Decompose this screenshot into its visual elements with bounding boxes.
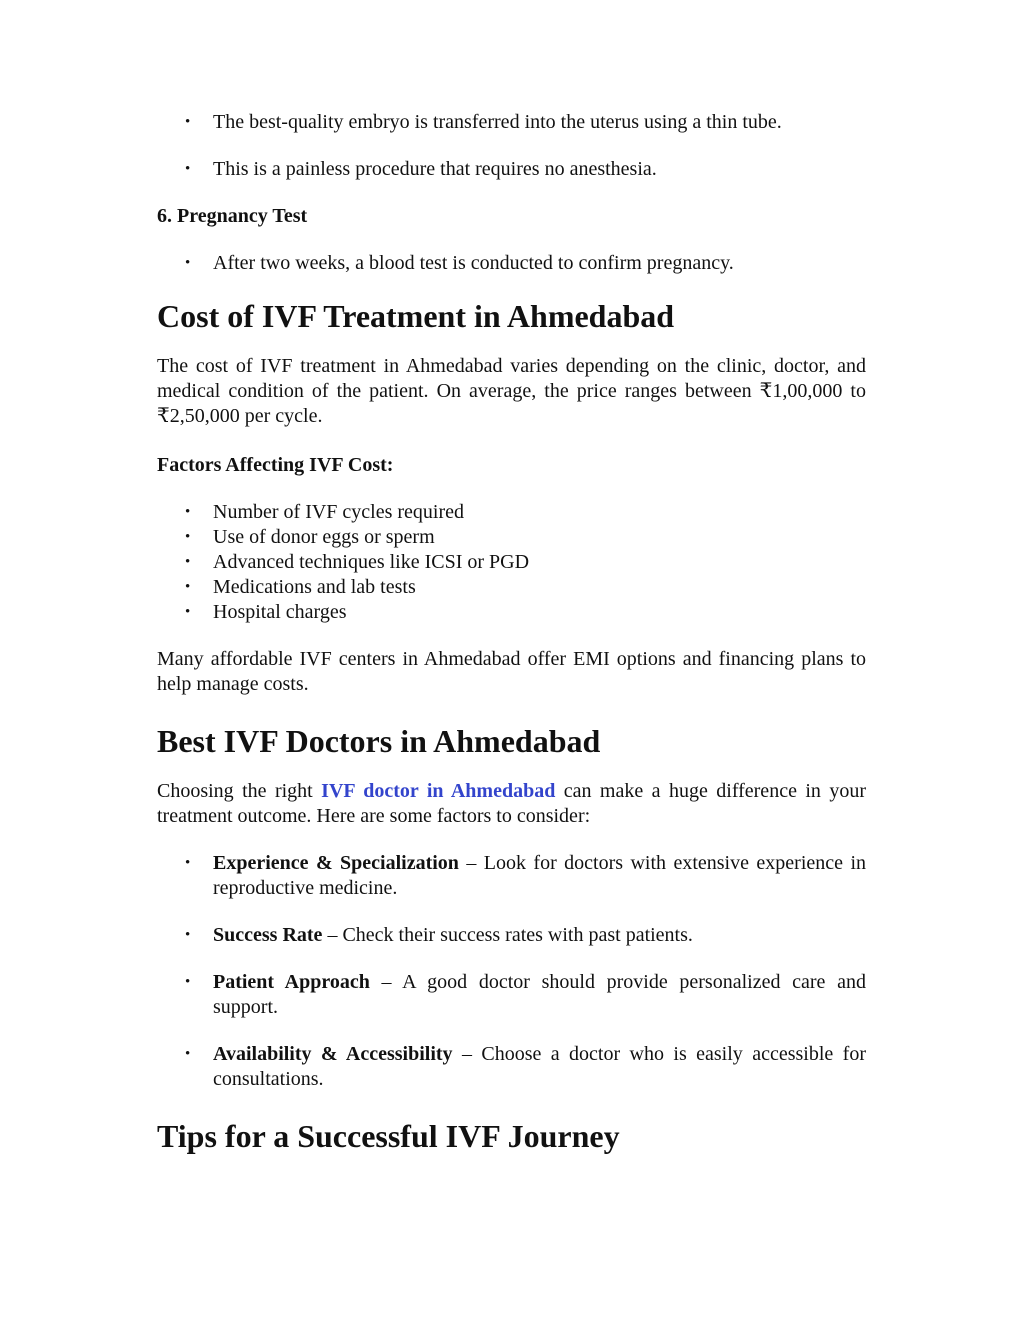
step-title-pregnancy-test: 6. Pregnancy Test: [157, 205, 308, 227]
list-item: • Use of donor eggs or sperm: [157, 525, 866, 550]
cost-closing-paragraph: Many affordable IVF centers in Ahmedabad offer EMI options and financing plans to help manage costs.: [157, 648, 866, 695]
doctors-intro-before: Choosing the right: [157, 780, 322, 802]
factor-term: Availability & Accessibility: [213, 1043, 453, 1065]
factor-desc: – A good doctor should provide personalized care and support.: [213, 971, 866, 1018]
tips-heading: Tips for a Successful IVF Journey: [157, 1118, 620, 1154]
list-item: [157, 923, 866, 948]
factor-term: Success Rate: [213, 924, 323, 946]
factor-desc: – Look for doctors with extensive experience in reproductive medicine.: [213, 852, 867, 899]
factor-term: Patient Approach: [213, 971, 370, 993]
cost-factors-list: [157, 500, 866, 625]
list-item: • Advanced techniques like ICSI or PGD: [157, 550, 866, 575]
list-item: • Number of IVF cycles required: [157, 500, 866, 525]
cost-factors-title: Factors Affecting IVF Cost:: [157, 454, 394, 476]
list-item: • After two weeks, a blood test is conducted to confirm pregnancy.: [157, 251, 866, 276]
list-item: • This is a painless procedure that requires no anesthesia.: [157, 157, 866, 182]
factor-desc: – Choose a doctor who is easily accessible for consultations.: [213, 1043, 866, 1090]
cost-intro-paragraph: The cost of IVF treatment in Ahmedabad varies depending on the clinic, doctor, and medical condition of the patient. On average, the price ranges between ₹1,00,000 to ₹2,50,000 per cycle.: [157, 355, 866, 427]
factor-term: Experience & Specialization: [213, 852, 459, 874]
factor-desc: – Check their success rates with past patients.: [322, 924, 693, 946]
list-item: [157, 1042, 866, 1092]
cost-heading: Cost of IVF Treatment in Ahmedabad: [157, 298, 675, 334]
document-page: [157, 110, 866, 1156]
list-item: • Medications and lab tests: [157, 575, 866, 600]
ivf-doctor-link[interactable]: IVF doctor in Ahmedabad: [321, 780, 556, 802]
list-item: • The best-quality embryo is transferred into the uterus using a thin tube.: [157, 110, 866, 135]
doctors-intro-paragraph: [157, 779, 866, 829]
doctors-intro-after: can make a huge difference in your treatment outcome. Here are some factors to consider:: [157, 780, 866, 827]
doctors-heading: Best IVF Doctors in Ahmedabad: [157, 723, 601, 759]
list-item: • Hospital charges: [157, 600, 866, 625]
list-item: [157, 970, 866, 1020]
list-item: [157, 851, 866, 901]
